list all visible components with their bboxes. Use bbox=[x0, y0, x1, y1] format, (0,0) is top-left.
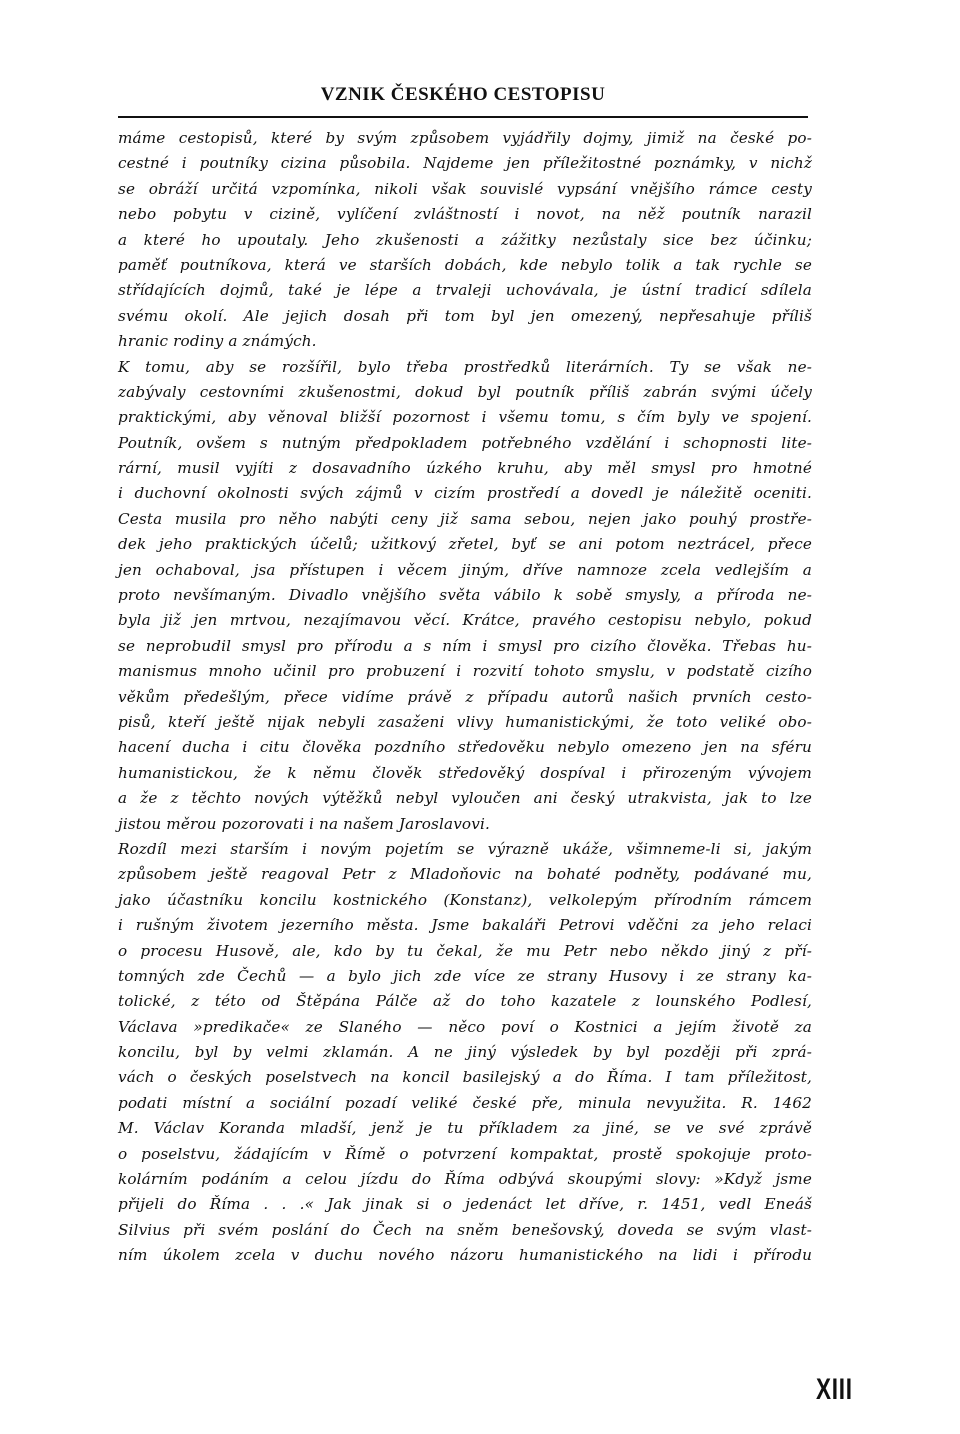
text-line: Rozdíl mezi starším i novým pojetím se výrazně ukáže, všimneme-li si, jakým bbox=[118, 839, 812, 858]
text-line: jen ochaboval, jsa přístupen i věcem jiným, dříve namnoze zcela vedlejším a bbox=[118, 560, 812, 579]
text-line: máme cestopisů, které by svým způsobem vyjádřily dojmy, jimiž na české po- bbox=[118, 129, 812, 147]
body-text bbox=[118, 126, 812, 1269]
text-line: paměť poutníkova, která ve starších dobách, kde nebylo tolik a tak rychle se bbox=[118, 255, 812, 274]
text-line: o procesu Husově, ale, kdo by tu čekal, že mu Petr nebo někdo jiný z pří- bbox=[118, 941, 812, 960]
running-header: VZNIK ČESKÉHO CESTOPISU bbox=[320, 84, 606, 105]
text-line: pisů, kteří ještě nijak nebyli zasaženi vlivy humanistickými, že toto veliké obo- bbox=[118, 712, 812, 731]
text-line: zabývaly cestovními zkušenostmi, dokud byl poutník příliš zabrán svými účely bbox=[118, 382, 812, 401]
text-line: jistou měrou pozorovati i na našem Jaroslavovi. bbox=[118, 814, 490, 833]
text-line: podati místní a sociální pozadí veliké české pře, minula nevyužita. R. 1462 bbox=[118, 1093, 812, 1112]
text-line: střídajících dojmů, také je lépe a trvaleji uchovávala, je ústní tradicí sdílela bbox=[118, 281, 812, 300]
text-line: i rušným životem jezerního města. Jsme bakaláři Petrovi vděčni za jeho relaci bbox=[118, 916, 812, 935]
text-line: byla již jen mrtvou, nezajímavou věcí. Krátce, pravého cestopisu nebylo, pokud bbox=[118, 611, 812, 630]
text-line: Václava »predikače« ze Slaného — něco poví o Kostnici a jejím životě za bbox=[118, 1017, 812, 1036]
text-line: nebo pobytu v cizině, vylíčení zvláštností i novot, na něž poutník narazil bbox=[118, 205, 812, 224]
text-line: cestné i poutníky cizina působila. Najdeme jen příležitostné poznámky, v nichž bbox=[118, 154, 812, 173]
page-number: XIII bbox=[816, 1373, 853, 1406]
text-line: Poutník, ovšem s nutným předpokladem potřebného vzdělání i schopnosti lite- bbox=[118, 433, 812, 452]
text-line: manismus mnoho učinil pro probuzení i rozvití tohoto smyslu, v podstatě cizího bbox=[118, 662, 812, 681]
text-line: tomných zde Čechů — a bylo jich zde více ze strany Husovy i ze strany ka- bbox=[118, 966, 812, 985]
text-line: kolárním podáním a celou jízdu do Říma odbývá skoupými slovy: »Když jsme bbox=[118, 1170, 812, 1189]
text-line: vách o českých poselstvech na koncil basilejský a do Říma. I tam příležitost, bbox=[118, 1068, 812, 1087]
text-line: se obráží určitá vzpomínka, nikoli však souvislé vypsání vnějšího rámce cesty bbox=[118, 179, 812, 198]
text-line: M. Václav Koranda mladší, jenž je tu příkladem za jiné, se ve své zprávě bbox=[118, 1119, 812, 1138]
text-line: K tomu, aby se rozšířil, bylo třeba prostředků literárních. Ty se však ne- bbox=[118, 357, 812, 376]
text-line: humanistickou, že k němu člověk středověký dospíval i přirozeným vývojem bbox=[118, 763, 812, 782]
text-line: a že z těchto nových výtěžků nebyl vyloučen ani český utrakvista, jak to lze bbox=[118, 789, 812, 808]
text-line: o poselstvu, žádajícím v Římě o potvrzení kompaktat, prostě spokojuje proto- bbox=[118, 1144, 812, 1163]
text-line: ním úkolem zcela v duchu nového názoru humanistického na lidi i přírodu bbox=[118, 1246, 812, 1265]
text-line: praktickými, aby věnoval bližší pozornost i všemu tomu, s čím byly ve spojení. bbox=[118, 408, 812, 427]
text-line: Cesta musila pro něho nabýti ceny již sama sebou, nejen jako pouhý prostře- bbox=[118, 509, 812, 528]
text-line: i duchovní okolnosti svých zájmů v cizím prostředí a dovedl je náležitě oceniti. bbox=[118, 484, 812, 503]
text-line: proto nevšímaným. Divadlo vnějšího světa vábilo k sobě smysly, a příroda ne- bbox=[118, 586, 812, 605]
text-line: přijeli do Říma . . .« Jak jinak si o jedenáct let dříve, r. 1451, vedl Eneáš bbox=[118, 1195, 812, 1214]
text-line: svému okolí. Ale jejich dosah při tom byl jen omezený, nepřesahuje příliš bbox=[118, 306, 812, 325]
text-line: koncilu, byl by velmi zklamán. A ne jiný výsledek by byl později při zprá- bbox=[118, 1043, 812, 1062]
text-line: hranic rodiny a známých. bbox=[118, 332, 317, 351]
text-line: rární, musil vyjíti z dosavadního úzkého kruhu, aby měl smysl pro hmotné bbox=[118, 459, 812, 478]
text-line: způsobem ještě reagoval Petr z Mladoňovic na bohaté podněty, podávané mu, bbox=[118, 865, 812, 884]
text-line: tolické, z této od Štěpána Pálče až do toho kazatele z lounského Podlesí, bbox=[118, 992, 812, 1011]
text-line: Silvius při svém poslání do Čech na sněm benešovský, doveda se svým vlast- bbox=[118, 1220, 812, 1239]
text-line: hacení ducha i citu člověka pozdního středověku nebylo omezeno jen na sféru bbox=[118, 738, 812, 757]
text-line: jako účastníku koncilu kostnického (Konstanz), velkolepým přírodním rámcem bbox=[118, 890, 812, 909]
text-line: se neprobudil smysl pro přírodu a s ním i smysl pro cizího člověka. Třebas hu- bbox=[118, 636, 812, 655]
text-line: věkům předešlým, přece vidíme právě z případu autorů našich prvních cesto- bbox=[118, 687, 812, 706]
text-line: a které ho upoutaly. Jeho zkušenosti a zážitky nezůstaly sice bez účinku; bbox=[118, 230, 812, 249]
header-rule bbox=[118, 116, 808, 118]
text-line: dek jeho praktických účelů; užitkový zřetel, byť se ani potom neztrácel, přece bbox=[118, 535, 812, 554]
